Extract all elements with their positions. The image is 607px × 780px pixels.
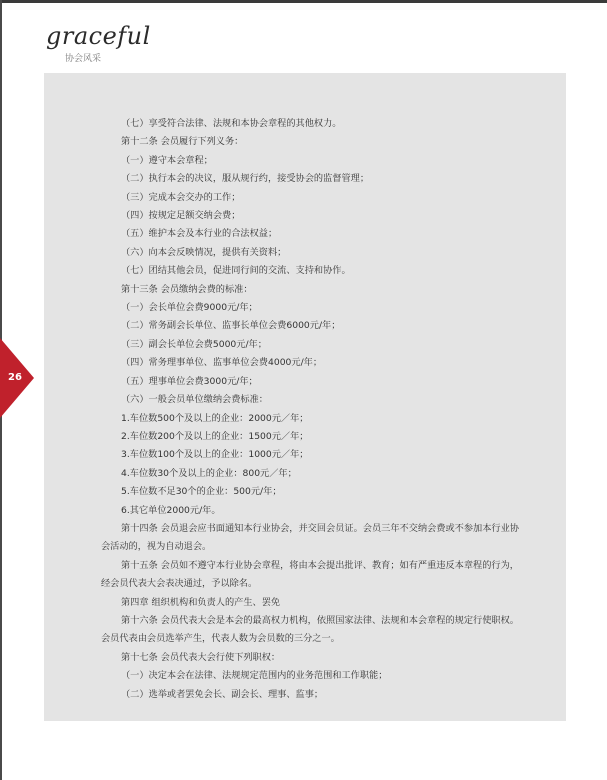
text-line: （四）常务理事单位、监事单位会费4000元/年； [121, 357, 323, 369]
page-number: 26 [8, 372, 22, 383]
paragraph-article-16: 第十六条 会员代表大会是本会的最高权力机构，依照国家法律、法规和本会章程的规定行使职权。会员代表由会员选举产生，代表人数为会员数的三分之一。 [101, 614, 519, 645]
text-line: 第十七条 会员代表大会行使下列职权： [121, 651, 281, 663]
text-line: 第十二条 会员履行下列义务： [121, 136, 244, 148]
text-line: 2.车位数200个及以上的企业：1500元／年； [121, 430, 309, 442]
brand-title: graceful [46, 22, 151, 50]
text-line: （二）执行本会的决议，服从规行约，接受协会的监督管理； [121, 173, 370, 185]
text-line: 4.车位数30个及以上的企业：800元／年； [121, 467, 297, 479]
text-line: 1.车位数500个及以上的企业：2000元／年； [121, 412, 309, 424]
brand-subtitle: 协会风采 [65, 54, 102, 64]
text-line: 5.车位数不足30个的企业：500元/年； [121, 486, 282, 498]
paragraph-article-15: 第十五条 会员如不遵守本行业协会章程，将由本会提出批评、教育；如有严重违反本章程的行为，经会员代表大会表决通过，予以除名。 [101, 559, 519, 590]
text-line: （四）按规定足额交纳会费； [121, 210, 241, 222]
text-line: （七）团结其他会员，促进同行间的交流、支持和协作。 [121, 265, 351, 277]
top-border [0, 0, 607, 3]
text-line: （一）遵守本会章程； [121, 154, 213, 166]
brand-logo [46, 22, 151, 64]
text-line: （六）向本会反映情况，提供有关资料； [121, 246, 287, 258]
text-line: （五）理事单位会费3000元/年； [121, 375, 258, 387]
text-line: （一）决定本会在法律、法规规定范围内的业务范围和工作职能； [121, 670, 388, 682]
text-line: （二）选举或者罢免会长、副会长、理事、监事； [121, 688, 324, 700]
text-line: （三）完成本会交办的工作； [121, 191, 241, 203]
text-line: 3.车位数100个及以上的企业：1000元／年； [121, 449, 309, 461]
text-line: （五）维护本会及本行业的合法权益； [121, 228, 278, 240]
paragraph-article-14: 第十四条 会员退会应书面通知本行业协会，并交回会员证。会员三年不交纳会费或不参加本行业协会活动的，视为自动退会。 [101, 522, 519, 553]
text-line: （七）享受符合法律、法规和本协会章程的其他权力。 [121, 118, 342, 129]
chapter-heading: 第四章 组织机构和负责人的产生、罢免 [121, 596, 281, 608]
text-line: （一）会长单位会费9000元/年； [121, 302, 258, 314]
text-line: 第十三条 会员缴纳会费的标准： [121, 283, 253, 295]
text-line: （六）一般会员单位缴纳会费标准： [121, 394, 268, 406]
text-line: （三）副会长单位会费5000元/年； [121, 338, 267, 350]
text-line: 6.其它单位2000元/年。 [121, 504, 221, 516]
document-body [101, 115, 519, 704]
text-line: （二）常务副会长单位、监事长单位会费6000元/年； [121, 320, 341, 332]
